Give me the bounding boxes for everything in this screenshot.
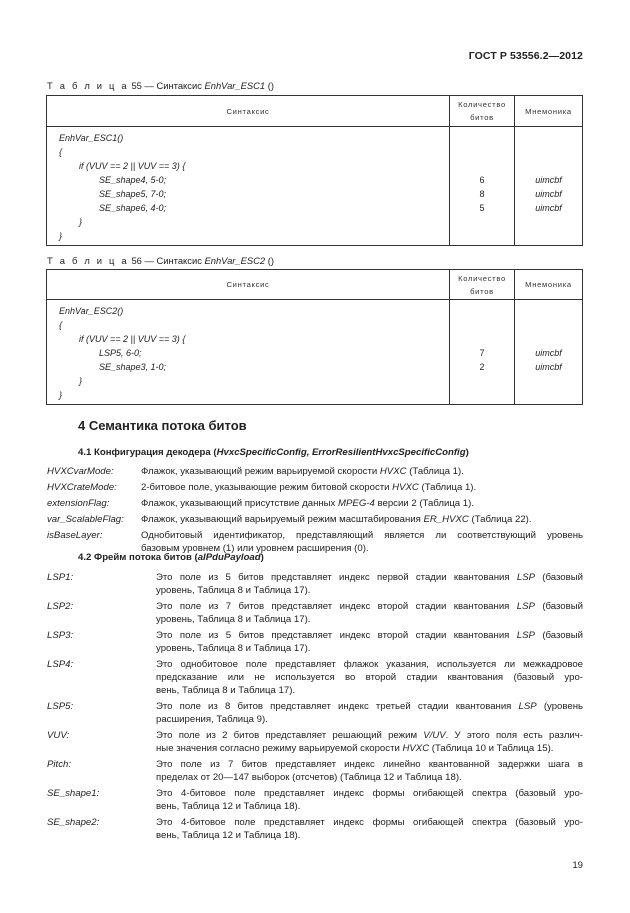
definition-term: LSP3: <box>47 630 74 641</box>
definition-text <box>141 481 583 494</box>
definition-term: SE_shape2: <box>47 817 100 828</box>
mnemonic-value <box>515 229 582 243</box>
bits-value: 8 <box>479 189 485 199</box>
bits-value: 6 <box>479 175 485 185</box>
bits-value <box>450 145 514 159</box>
text-run: предсказание или не используется во второй стадии квантования (базовый уро- <box>156 672 583 683</box>
definition-term: LSP2: <box>47 601 74 612</box>
col-syntax: Синтаксис <box>47 96 450 127</box>
table-55-caption: Т а б л и ц а 55 — Синтаксис EnhVar_ESC1 () <box>47 80 274 91</box>
definition-text <box>156 758 583 771</box>
bits-column <box>450 127 515 246</box>
doc-header: ГОСТ Р 53556.2—2012 <box>468 50 583 62</box>
syntax-line: { <box>59 147 63 157</box>
mnemonic-value: uimcbf <box>535 348 562 358</box>
italic-term: V/UV <box>423 730 446 741</box>
definition-text <box>156 658 583 671</box>
col-mnemonic: Мнемоника <box>515 96 583 127</box>
text-run: Флажок, указывающий варьируемый режим масштабирования <box>141 514 424 525</box>
definition-term: Pitch: <box>47 759 71 770</box>
definition-text <box>141 529 583 542</box>
definition-term: LSP4: <box>47 659 74 670</box>
mnemonic-value <box>515 145 582 159</box>
text-run: (уровень <box>536 701 583 712</box>
text-run: (Таблица 1). <box>406 466 464 477</box>
syntax-line: EnhVar_ESC1() <box>59 133 124 143</box>
section-4-title: 4 Семантика потока битов <box>78 418 247 433</box>
text-run: пределах от 20—147 выборок (отсчетов) (Таблица 12 и Таблица 18). <box>156 772 462 783</box>
text-run: уровень, Таблица 8 и Таблица 17). <box>156 585 311 596</box>
definition-text <box>156 671 583 684</box>
definition-term: VUV: <box>47 730 70 741</box>
syntax-line: } <box>79 376 83 386</box>
text-run: Флажок, указывающий присутствие данных <box>141 498 339 509</box>
syntax-line: } <box>59 231 63 241</box>
col-syntax: Синтаксис <box>47 270 450 300</box>
bits-column <box>450 300 515 405</box>
definition-text <box>156 600 583 613</box>
text-run: расширения, Таблица 9). <box>156 714 268 725</box>
mnemonic-value: uimcbf <box>535 362 562 372</box>
syntax-line: SE_shape3, 1-0; <box>99 362 167 372</box>
syntax-line: } <box>59 390 63 400</box>
italic-term: HVXC <box>402 743 430 754</box>
page-number: 19 <box>572 860 583 871</box>
bits-value <box>450 304 514 318</box>
syntax-line: SE_shape4, 5-0; <box>99 175 167 185</box>
definition-term: HVXCvarMode: <box>47 466 114 477</box>
definition-text <box>156 642 583 655</box>
definition-text <box>156 816 583 829</box>
mnemonic-value <box>515 332 582 346</box>
mnemonic-column <box>515 300 583 405</box>
bits-value <box>450 374 514 388</box>
text-run: Это 4-битовое поле представляет индекс формы огибающей спектра (базовый уро- <box>156 817 583 828</box>
mnemonic-column <box>515 127 583 246</box>
bits-value <box>450 229 514 243</box>
definition-text <box>141 497 583 510</box>
definition-term: isBaseLayer: <box>47 530 103 541</box>
table-56-caption: Т а б л и ц а 56 — Синтаксис EnhVar_ESC2 () <box>47 255 274 266</box>
bits-value <box>450 332 514 346</box>
bits-value <box>450 215 514 229</box>
syntax-line: { <box>59 320 63 330</box>
text-run: Это поле из 7 битов представляет индекс второй стадии квантования <box>156 601 517 612</box>
syntax-line: if (VUV == 2 || VUV == 3) { <box>79 334 186 344</box>
italic-term: HVXC <box>379 466 407 477</box>
text-run: Это поле из 5 битов представляет индекс первой стадии квантования <box>156 572 517 583</box>
text-run: Флажок, указывающий режим варьируемой скорости <box>141 466 380 477</box>
bits-value <box>450 131 514 145</box>
text-run: Это однобитовое поле представляет флажок указания, используется ли межкадровое <box>156 659 583 670</box>
text-run: (Таблица 22). <box>468 514 532 525</box>
text-run: вень, Таблица 8 и Таблица 17). <box>156 685 296 696</box>
mnemonic-value: uimcbf <box>535 175 562 185</box>
text-run: уровень, Таблица 8 и Таблица 17). <box>156 643 311 654</box>
subsection-4-2-title: 4.2 Фрейм потока битов (alPduPayload) <box>78 552 264 563</box>
syntax-code <box>47 127 450 246</box>
bits-value: 5 <box>479 203 485 213</box>
italic-term: LSP <box>518 701 537 712</box>
text-run: вень, Таблица 12 и Таблица 18). <box>156 801 301 812</box>
text-run: версии 2 (Таблица 1). <box>374 498 475 509</box>
text-run: Это поле из 2 битов представляет решающий режим <box>156 730 424 741</box>
text-run: 2-битовое поле, указывающие режим битовой скорости <box>141 482 393 493</box>
definition-text <box>141 465 583 478</box>
definition-text <box>156 700 583 713</box>
mnemonic-value <box>515 304 582 318</box>
syntax-line: } <box>79 217 83 227</box>
text-run: (базовый <box>534 630 583 641</box>
bits-value <box>450 159 514 173</box>
definition-text <box>156 771 583 784</box>
mnemonic-value: uimcbf <box>535 203 562 213</box>
mnemonic-value <box>515 374 582 388</box>
definition-text <box>156 729 583 742</box>
text-run: Это поле из 5 битов представляет индекс второй стадии квантования <box>156 630 517 641</box>
subsection-4-1-title: 4.1 Конфигурация декодера (HvxcSpecificConfig, ErrorResilientHvxcSpecificConfig) <box>78 447 469 458</box>
text-run: ные значения согласно режиму варьируемой скорости <box>156 743 403 754</box>
definition-text <box>156 584 583 597</box>
definition-text <box>156 829 583 842</box>
definition-text <box>156 613 583 626</box>
col-bits: Количество битов <box>450 96 515 127</box>
definition-term: var_ScalableFlag: <box>47 514 124 525</box>
definition-term: LSP5: <box>47 701 74 712</box>
bits-value: 2 <box>479 362 485 372</box>
syntax-line: if (VUV == 2 || VUV == 3) { <box>79 161 186 171</box>
definition-term: extensionFlag: <box>47 498 110 509</box>
text-run: уровень, Таблица 8 и Таблица 17). <box>156 614 311 625</box>
mnemonic-value <box>515 159 582 173</box>
col-bits: Количество битов <box>450 270 515 300</box>
definition-text <box>156 571 583 584</box>
col-mnemonic: Мнемоника <box>515 270 583 300</box>
syntax-line: SE_shape6, 4-0; <box>99 203 167 213</box>
text-run: Это поле из 7 битов представляет индекс линейно квантованной задержки шага в <box>156 759 583 770</box>
italic-term: ER_HVXC <box>423 514 469 525</box>
definition-text <box>156 684 583 697</box>
mnemonic-value <box>515 131 582 145</box>
text-run: базовым уровнем (1) или уровнем расширения (0). <box>141 543 369 554</box>
text-run: (базовый <box>535 572 583 583</box>
bits-value <box>450 318 514 332</box>
syntax-line: SE_shape5, 7-0; <box>99 189 167 199</box>
italic-term: LSP <box>516 630 535 641</box>
syntax-line: EnhVar_ESC2() <box>59 306 124 316</box>
syntax-line: LSP5, 6-0; <box>99 348 142 358</box>
mnemonic-value <box>515 318 582 332</box>
definition-text <box>156 629 583 642</box>
definition-text <box>156 742 583 755</box>
text-run: Однобитовый идентификатор, представляющий является ли соответствующий уровень <box>141 530 583 541</box>
syntax-code <box>47 300 450 405</box>
definition-text <box>141 513 583 526</box>
bits-value: 7 <box>479 348 485 358</box>
definition-text <box>156 800 583 813</box>
text-run: Это 4-битовое поле представляет индекс формы огибающей спектра (базовый уро- <box>156 788 583 799</box>
definition-term: LSP1: <box>47 572 74 583</box>
mnemonic-value <box>515 388 582 402</box>
definition-term: SE_shape1: <box>47 788 100 799</box>
definition-term: HVXCrateMode: <box>47 482 117 493</box>
text-run: (базовый <box>534 601 583 612</box>
text-run: вень, Таблица 12 и Таблица 18). <box>156 830 301 841</box>
syntax-table-56 <box>46 269 583 405</box>
text-run: Это поле из 8 битов представляет индекс третьей стадии квантования <box>156 701 519 712</box>
italic-term: LSP <box>516 601 535 612</box>
italic-term: LSP <box>516 572 535 583</box>
text-run: . У этого поля есть различ- <box>445 730 583 741</box>
italic-term: HVXC <box>392 482 419 493</box>
bits-value <box>450 388 514 402</box>
mnemonic-value: uimcbf <box>535 189 562 199</box>
definition-text <box>156 787 583 800</box>
definition-text <box>156 713 583 726</box>
mnemonic-value <box>515 215 582 229</box>
italic-term: MPEG-4 <box>338 498 375 509</box>
syntax-table-55 <box>46 95 583 246</box>
text-run: (Таблица 10 и Таблица 15). <box>429 743 554 754</box>
text-run: (Таблица 1). <box>418 482 477 493</box>
